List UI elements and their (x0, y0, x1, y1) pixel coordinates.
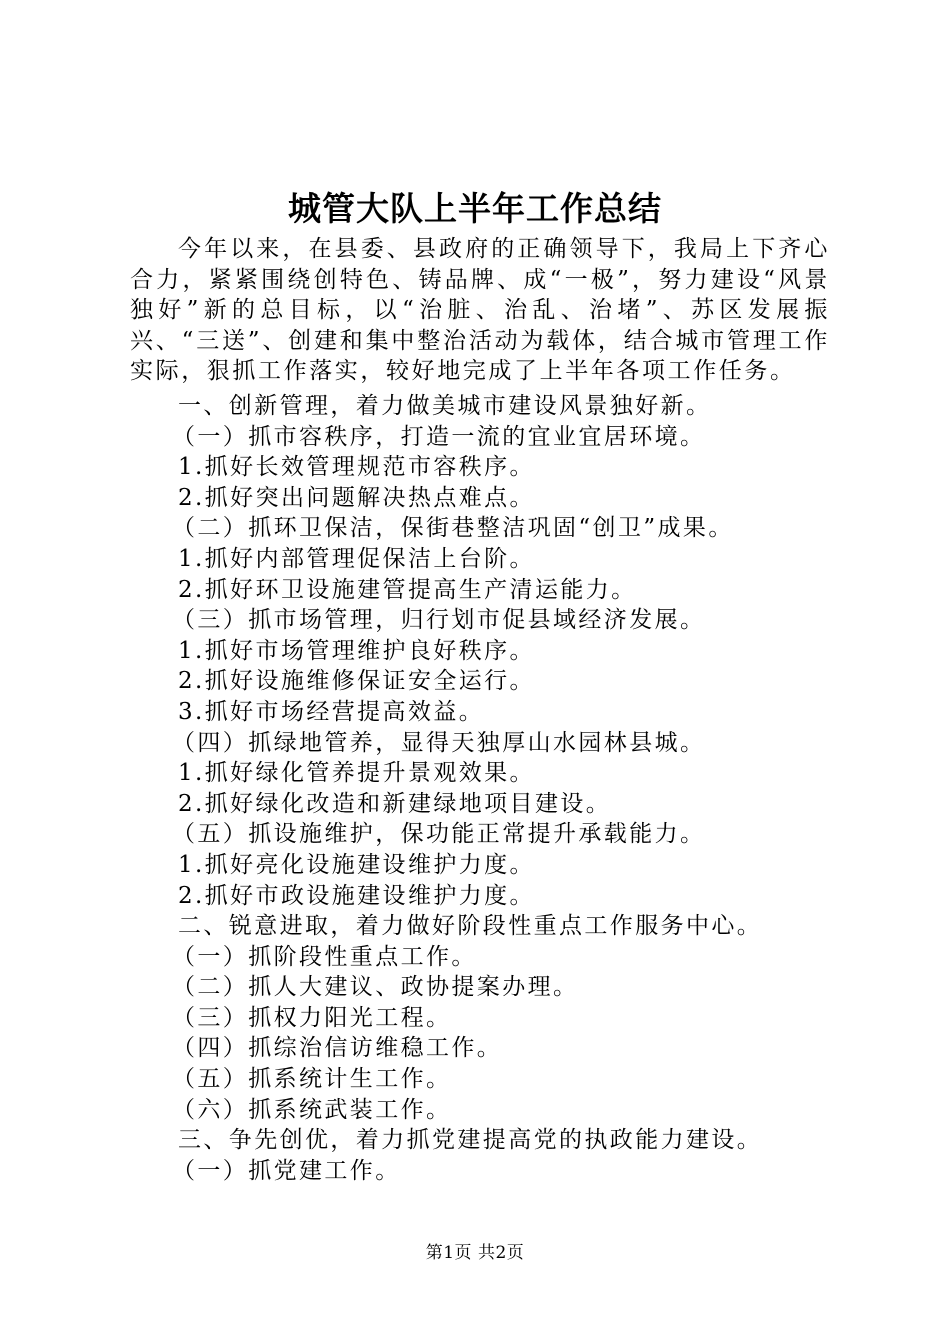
subsection-heading: （三）抓权力阳光工程。 (172, 1004, 452, 1031)
subsection-heading: （三）抓市场管理，归行划市促县域经济发展。 (172, 607, 706, 634)
list-item: 3.抓好市场经营提高效益。 (178, 698, 485, 725)
list-item: 1.抓好绿化管养提升景观效果。 (178, 760, 535, 787)
list-item: 1.抓好市场管理维护良好秩序。 (178, 637, 535, 664)
subsection-heading: （四）抓绿地管养，显得天独厚山水园林县城。 (172, 729, 706, 756)
section-heading: 三、争先创优，着力抓党建提高党的执政能力建设。 (178, 1127, 763, 1154)
subsection-heading: （一）抓市容秩序，打造一流的宜业宜居环境。 (172, 423, 706, 450)
list-item: 2.抓好市政设施建设维护力度。 (178, 882, 535, 909)
subsection-heading: （二）抓人大建议、政协提案办理。 (172, 974, 579, 1001)
intro-paragraph: 今年以来，在县委、县政府的正确领导下，我局上下齐心合力，紧紧围绕创特色、铸品牌、成“一极”，努力建设“风景独好”新的总目标，以“治脏、治乱、治堵”、苏区发展振兴、“三送”、创建和集中整治活动为载体，结合城市管理工作实际，狠抓工作落实，较好地完成了上半年各项工作任务。 (130, 236, 830, 385)
subsection-heading: （五）抓设施维护，保功能正常提升承载能力。 (172, 821, 706, 848)
document-title: 城管大队上半年工作总结 (288, 189, 662, 228)
subsection-heading: （五）抓系统计生工作。 (172, 1066, 452, 1093)
section-heading: 一、创新管理，着力做美城市建设风景独好新。 (178, 393, 712, 419)
list-item: 1.抓好亮化设施建设维护力度。 (178, 851, 535, 878)
section-heading: 二、锐意进取，着力做好阶段性重点工作服务中心。 (178, 913, 763, 940)
outline-list (0, 391, 950, 1186)
subsection-heading: （六）抓系统武装工作。 (172, 1096, 452, 1123)
list-item: 1.抓好长效管理规范市容秩序。 (178, 454, 535, 481)
list-item: 2.抓好环卫设施建管提高生产清运能力。 (178, 576, 637, 603)
subsection-heading: （一）抓阶段性重点工作。 (172, 943, 477, 970)
subsection-heading: （四）抓综治信访维稳工作。 (172, 1035, 503, 1062)
list-item: 1.抓好内部管理促保洁上台阶。 (178, 545, 535, 572)
subsection-heading: （一）抓党建工作。 (172, 1157, 401, 1184)
list-item: 2.抓好设施维修保证安全运行。 (178, 668, 535, 695)
subsection-heading: （二）抓环卫保洁，保街巷整洁巩固“创卫”成果。 (172, 515, 734, 542)
page-footer: 第1页 共2页 (425, 1243, 525, 1263)
list-item: 2.抓好绿化改造和新建绿地项目建设。 (178, 790, 612, 817)
list-item: 2.抓好突出问题解决热点难点。 (178, 484, 535, 511)
